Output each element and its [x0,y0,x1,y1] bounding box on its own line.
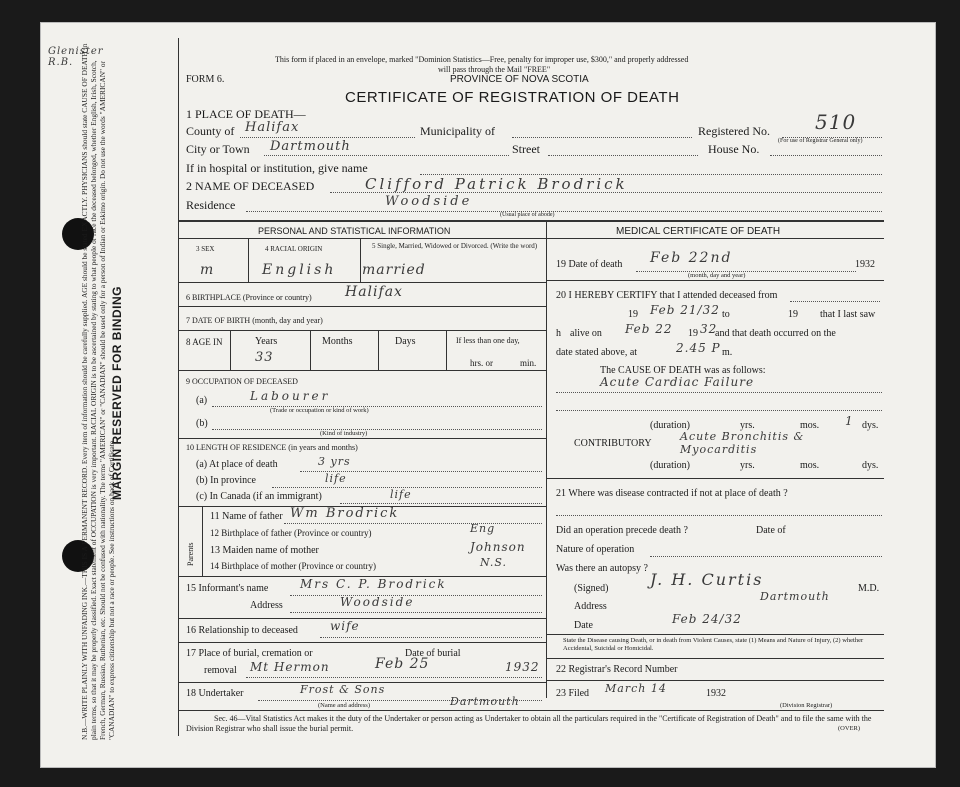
at-place-label: (a) At place of death [196,459,278,470]
less-than-day-label: If less than one day, [456,336,520,345]
mother-value: Johnson [470,540,526,554]
occupation-b-note: (Kind of industry) [320,430,368,437]
mos-label-1: mos. [800,420,820,431]
informant-address-value: Woodside [340,595,415,609]
top-note: This form if placed in an envelope, marked "Dominion Statistics—Free, penalty for improper use, $300," and properly addressed [275,55,689,64]
registrar-record-label: 22 Registrar's Record Number [556,664,678,675]
dob-label: 7 DATE OF BIRTH (month, day and year) [186,316,323,325]
operation-date-label: Date of [756,525,786,536]
registered-no-label: Registered No. [698,124,770,138]
marital-value: married [362,262,426,278]
dys-label-2: dys. [862,460,879,471]
city-value: Dartmouth [270,139,351,154]
deceased-name-value: Clifford Patrick Brodrick [365,175,628,193]
county-value: Halifax [245,120,300,135]
years-value: 33 [255,350,274,365]
margin-instructions: N.B.—WRITE PLAINLY WITH UNFADING INK.—THIS IS A PERMANENT RECORD. Every item of information should be carefully supplied. AGE should be stated EXACTLY. PHYSICIANS should state CAUSE OF DEATH in plain terms, so that it may be properly classified. Exact statement of OCCUPATION is very important. RACIAL ORIGIN is to be ascertained by stating to what people or race the deceased belonged, whether English, Irish, Scotch, French, German, Russian, Ruthenian, etc. Should not be confused with nationality. The terms "AMERICAN" or "CANADIAN" should be used only for a person of Indian or Eskimo origin. Do not use the words "AMERICAN" or "CANADIAN" to express citizenship but not a race or people. See instructions on back of Certificate. [80,43,116,740]
days-label: Days [395,336,416,347]
undertaker-label: 18 Undertaker [186,688,244,699]
date-of-burial-year: 1932 [505,660,540,674]
undertaker-value: Frost & Sons [300,683,386,696]
medical-address-value: Dartmouth [760,590,830,603]
removal-label: removal [204,665,237,676]
nature-label: Nature of operation [556,544,635,555]
yrs-label-2: yrs. [740,460,755,471]
removal-value: Mt Hermon [250,660,330,674]
burial-label: 17 Place of burial, cremation or [186,648,313,659]
informant-address-label: Address [250,600,283,611]
in-province-label: (b) In province [196,475,256,486]
form-number: FORM 6. [186,74,225,85]
medical-date-value: Feb 24/32 [672,612,742,626]
min-label: min. [520,358,537,368]
mother-label: 13 Maiden name of mother [210,545,319,556]
occupation-label: 9 OCCUPATION OF DECEASED [186,377,298,386]
signed-label: (Signed) [574,583,609,594]
date-of-burial-value: Feb 25 [375,656,430,672]
alive-on-label: alive on [570,328,602,339]
undertaker-note: (Name and address) [318,702,370,709]
form-left-border [178,38,179,736]
date-of-death-year: 1932 [855,259,875,270]
over-note: (OVER) [838,725,861,732]
place-of-death-label: 1 PLACE OF DEATH— [186,107,306,121]
margin-binding-title: MARGIN RESERVED FOR BINDING [110,286,124,500]
in-province-value: life [325,472,347,485]
registered-no-value: 510 [815,110,857,134]
date-stated-label: date stated above, at [556,347,638,358]
filed-year: 1932 [706,688,726,699]
attended-from-19: 19 [628,309,638,320]
in-canada-label: (c) In Canada (if an immigrant) [196,491,322,502]
date-of-death-note: (month, day and year) [688,272,746,279]
marital-label: 5 Single, Married, Widowed or Divorced. (Write the word) [372,242,538,250]
certify-line-2: that I last saw [820,309,876,320]
mother-birthplace-value: N.S. [480,556,508,569]
corner-note: Glenister R.B. [48,46,104,68]
medical-date-label: Date [574,620,593,631]
him-label: h [556,328,561,339]
county-label: County of [186,124,235,138]
hospital-label: If in hospital or institution, give name [186,161,368,175]
residence-note: (Usual place of abode) [500,212,555,218]
informant-value: Mrs C. P. Brodrick [300,577,447,591]
parents-label: Parents [186,542,195,566]
relationship-label: 16 Relationship to deceased [186,625,298,636]
in-canada-value: life [390,488,412,501]
date-of-burial-label: Date of burial [405,648,461,659]
residence-length-label: 10 LENGTH OF RESIDENCE (in years and months) [186,443,358,452]
duration-label-1: (duration) [650,420,690,431]
date-of-death-value: Feb 22nd [650,250,733,266]
m-label: m. [722,347,733,358]
racial-origin-label: 4 RACIAL ORIGIN [265,245,323,253]
street-label: Street [512,142,540,156]
yrs-label-1: yrs. [740,420,755,431]
occupation-a-value: Labourer [250,389,331,403]
time-of-death-value: 2.45 P [676,341,721,355]
alive-on-value: Feb 22 [625,322,673,336]
medical-address-label: Address [574,601,607,612]
sex-value: m [200,262,215,278]
racial-origin-value: English [262,262,337,278]
relationship-value: wife [330,619,360,633]
birthplace-label: 6 BIRTHPLACE (Province or country) [186,293,312,302]
sex-label: 3 SEX [196,245,215,253]
hrs-label: hrs. or [470,358,493,368]
province-title: PROVINCE OF NOVA SCOTIA [450,74,589,85]
house-no-label: House No. [708,142,760,156]
section-46-note: Sec. 46—Vital Statistics Act makes it the duty of the Undertaker or person acting as Undertaker to obtain all the particulars required in the "Certificate of Registration of Death" and to file the same with the Division Registrar who shall issue the burial permit. [186,714,872,733]
alive-on-19: 19 [688,328,698,339]
residence-value: Woodside [385,194,473,209]
attended-to-19: 19 [788,309,798,320]
years-label: Years [255,336,278,347]
months-label: Months [322,336,353,347]
date-of-death-label: 19 Date of death [556,259,623,270]
division-registrar-note: (Division Registrar) [780,702,833,709]
father-birthplace-value: Eng [470,522,496,535]
signed-value: J. H. Curtis [650,570,764,589]
md-label: M.D. [858,583,880,594]
attended-from-value: Feb 21/32 [650,303,720,317]
operation-label: Did an operation precede death ? [556,525,688,536]
cause-value: Acute Cardiac Failure [600,375,755,389]
certify-line-1: 20 I HEREBY CERTIFY that I attended deceased from [556,290,778,301]
contributory-label: CONTRIBUTORY [574,438,652,449]
contributory-value: Acute Bronchitis & Myocarditis [680,430,805,456]
certify-line-3: and that death occurred on the [715,328,836,339]
deceased-name-label: 2 NAME OF DECEASED [186,179,315,193]
cause-label: The CAUSE OF DEATH was as follows: [600,365,766,376]
mos-label-2: mos. [800,460,820,471]
q21-label: 21 Where was disease contracted if not at place of death ? [556,488,788,499]
mother-birthplace-label: 14 Birthplace of mother (Province or country) [210,561,376,571]
municipality-label: Municipality of [420,124,495,138]
duration-label-2: (duration) [650,460,690,471]
occupation-b-label: (b) [196,418,208,429]
filed-value: March 14 [605,682,667,695]
occupation-a-note: (Trade or occupation or kind of work) [270,407,369,414]
duration-months-value: 1 [845,414,854,428]
personal-heading: PERSONAL AND STATISTICAL INFORMATION [258,226,451,236]
father-birthplace-label: 12 Birthplace of father (Province or country) [210,528,372,538]
registrar-note: (For use of Registrar General only) [778,138,863,144]
dys-label-1: dys. [862,420,879,431]
occupation-a-label: (a) [196,395,208,406]
autopsy-label: Was there an autopsy ? [556,563,648,574]
medical-heading: MEDICAL CERTIFICATE OF DEATH [616,226,781,237]
informant-label: 15 Informant's name [186,583,269,594]
attended-to-label: to [722,309,730,320]
violent-causes-note: State the Disease causing Death, or in death from Violent Causes, state (1) Means and Nature of Injury, (2) whether Accidental, Suicidal or Homicidal. [563,637,864,652]
residence-label: Residence [186,198,236,212]
age-label: 8 AGE IN [186,337,223,347]
birthplace-value: Halifax [345,284,403,300]
alive-on-year: 32 [700,322,718,336]
filed-label: 23 Filed [556,688,590,699]
at-place-value: 3 yrs [318,455,351,468]
father-value: Wm Brodrick [290,506,400,521]
top-note-2: will pass through the Mail "FREE" [438,65,551,74]
father-label: 11 Name of father [210,511,283,522]
city-label: City or Town [186,142,250,156]
undertaker-place: Dartmouth [450,695,520,708]
page-title: CERTIFICATE OF REGISTRATION OF DEATH [345,89,680,106]
